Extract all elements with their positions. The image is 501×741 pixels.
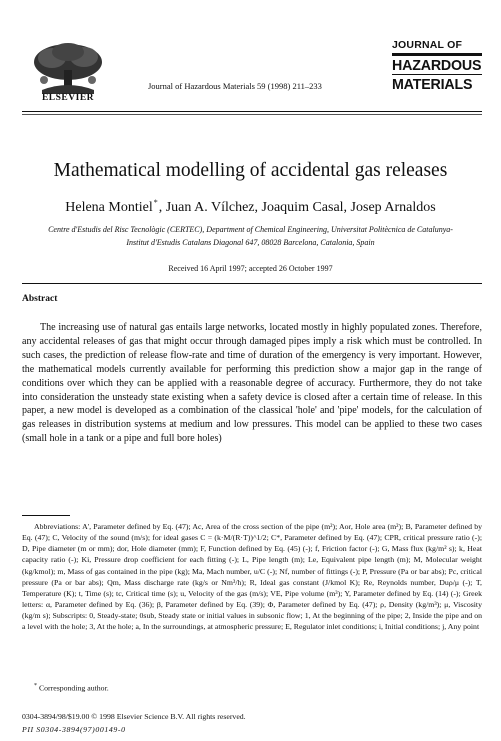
- author-others: , Juan A. Vílchez, Joaquim Casal, Josep Arnaldos: [158, 200, 436, 215]
- author-affiliation: Centre d'Estudis del Risc Tecnològic (CERTEC), Department of Chemical Engineering, Universitat Politècnica de Catalunya-Institut d'Estudis Catalans Diagonal 647, 08028 Barcelona, Catalonia, Spain: [48, 225, 453, 247]
- journal-logo-line3: MATERIALS: [392, 75, 473, 93]
- abbreviations-footnote: Abbreviations: A', Parameter defined by Eq. (47); Ac, Area of the cross section of the pipe (m²); Aor, Hole area (m²); B, Parameter defined by Eq. (47); C, Velocity of the sound (m/s); for ideal gases C = (k·M/(R·T))^1/2; C*, Parameter defined by Eq. (47); CPR, critical pressure ratio (-); D, Pipe diameter (m or mm); dor, Hole diameter (mm); F, Function defined by Eq. (45) (-); f, Friction factor (-); G, Mass flux (kg/m² s); k, Heat capacity ratio (-); Ki, Pressure drop coefficient for each fitting (-); L, Pipe length (m); Le, Equivalent pipe length (m); M, Molecular weight (kg/kmol); m, Mass of gas contained in the pipe (kg); Ma, Mach number, u/C (-); Nf, number of fittings (-); P, Pressure (Pa or bar abs); Pc, critical pressure (Pa or bar abs); Qm, Mass discharge rate (kg/s or Nm³/h); R, Ideal gas constant (J/kmol K); Re, Reynolds number, Duρ/μ (-); T, Temperature (K); t, Time (s); tc, Critical time (s); u, Velocity of the gas (m/s); VE, Pipe volume (m³); Y, Parameter defined by Eq. (14) (-); Greek letters: α, Parameter defined by Eq. (36); β, Parameter defined by Eq. (39); Φ, Parameter defined by Eq. (47); ρ, Density (kg/m³); μ, Viscosity (kg/m s); Subscripts: 0, Steady-state; 0sub, Steady state or initial values in subsonic flow; 1, At the beginning of the pipe; 2, Inside the pipe and on a level with the hole; 3, At the hole; a, In the surroundings, at atmospheric pressure; E, Regulator inlet conditions; i, Initial conditions; j, Any point: [22, 522, 482, 632]
- journal-logo: [392, 40, 482, 92]
- author-first: Helena Montiel: [65, 200, 153, 215]
- footnote-text: Corresponding author.: [37, 683, 109, 693]
- abstract-heading: Abstract: [22, 294, 58, 304]
- publisher-name: ELSEVIER: [41, 93, 95, 103]
- footnote-rule: [22, 515, 70, 516]
- journal-citation: Journal of Hazardous Materials 59 (1998) 211–233: [148, 81, 322, 91]
- received-accepted-dates: Received 16 April 1997; accepted 26 October 1997: [168, 264, 333, 273]
- article-title: Mathematical modelling of accidental gas releases: [53, 160, 448, 181]
- section-divider: [22, 283, 482, 284]
- corresponding-author-mark: *: [153, 198, 158, 207]
- journal-logo-line2: HAZARDOUS: [392, 56, 482, 74]
- footnote-mark: *: [34, 683, 37, 689]
- journal-header: [0, 0, 501, 120]
- author-list: [0, 198, 501, 216]
- header-rule-thin: [22, 114, 482, 115]
- abstract-text: The increasing use of natural gas entails large networks, located mostly in highly populated zones. Therefore, any accidental releases of gas that might occur through damaged pipes imply a risk which must be controlled. In such cases, the prediction of release flow-rate and time of duration of the emergency is very important. However, the mathematical models currently available for performing this prediction show a major gap in the range of conditions over which they can be applied with a reasonable degree of accuracy. Furthermore, they do not take into consideration the unsteady state existing when a safety device is closed after a certain time of release. In this paper, a new model is developed as a combination of the classical 'hole' and 'pipe' models, for the calculation of gas releases in distribution systems at medium and low pressures. This model can be applied to these two cases (small hole in a tank or a pipe and full bore holes): [22, 322, 482, 445]
- pii-line: PII S0304-3894(97)00149-0: [22, 725, 126, 734]
- journal-logo-line1: JOURNAL OF: [392, 39, 463, 51]
- corresponding-author-footnote: [22, 683, 482, 693]
- elsevier-tree-logo: [22, 40, 114, 94]
- issn-copyright-line: 0304-3894/98/$19.00 © 1998 Elsevier Science B.V. All rights reserved.: [22, 712, 246, 721]
- journal-logo-rule-thin: [392, 74, 482, 75]
- journal-logo-rule: [392, 53, 482, 56]
- header-rule: [22, 111, 482, 112]
